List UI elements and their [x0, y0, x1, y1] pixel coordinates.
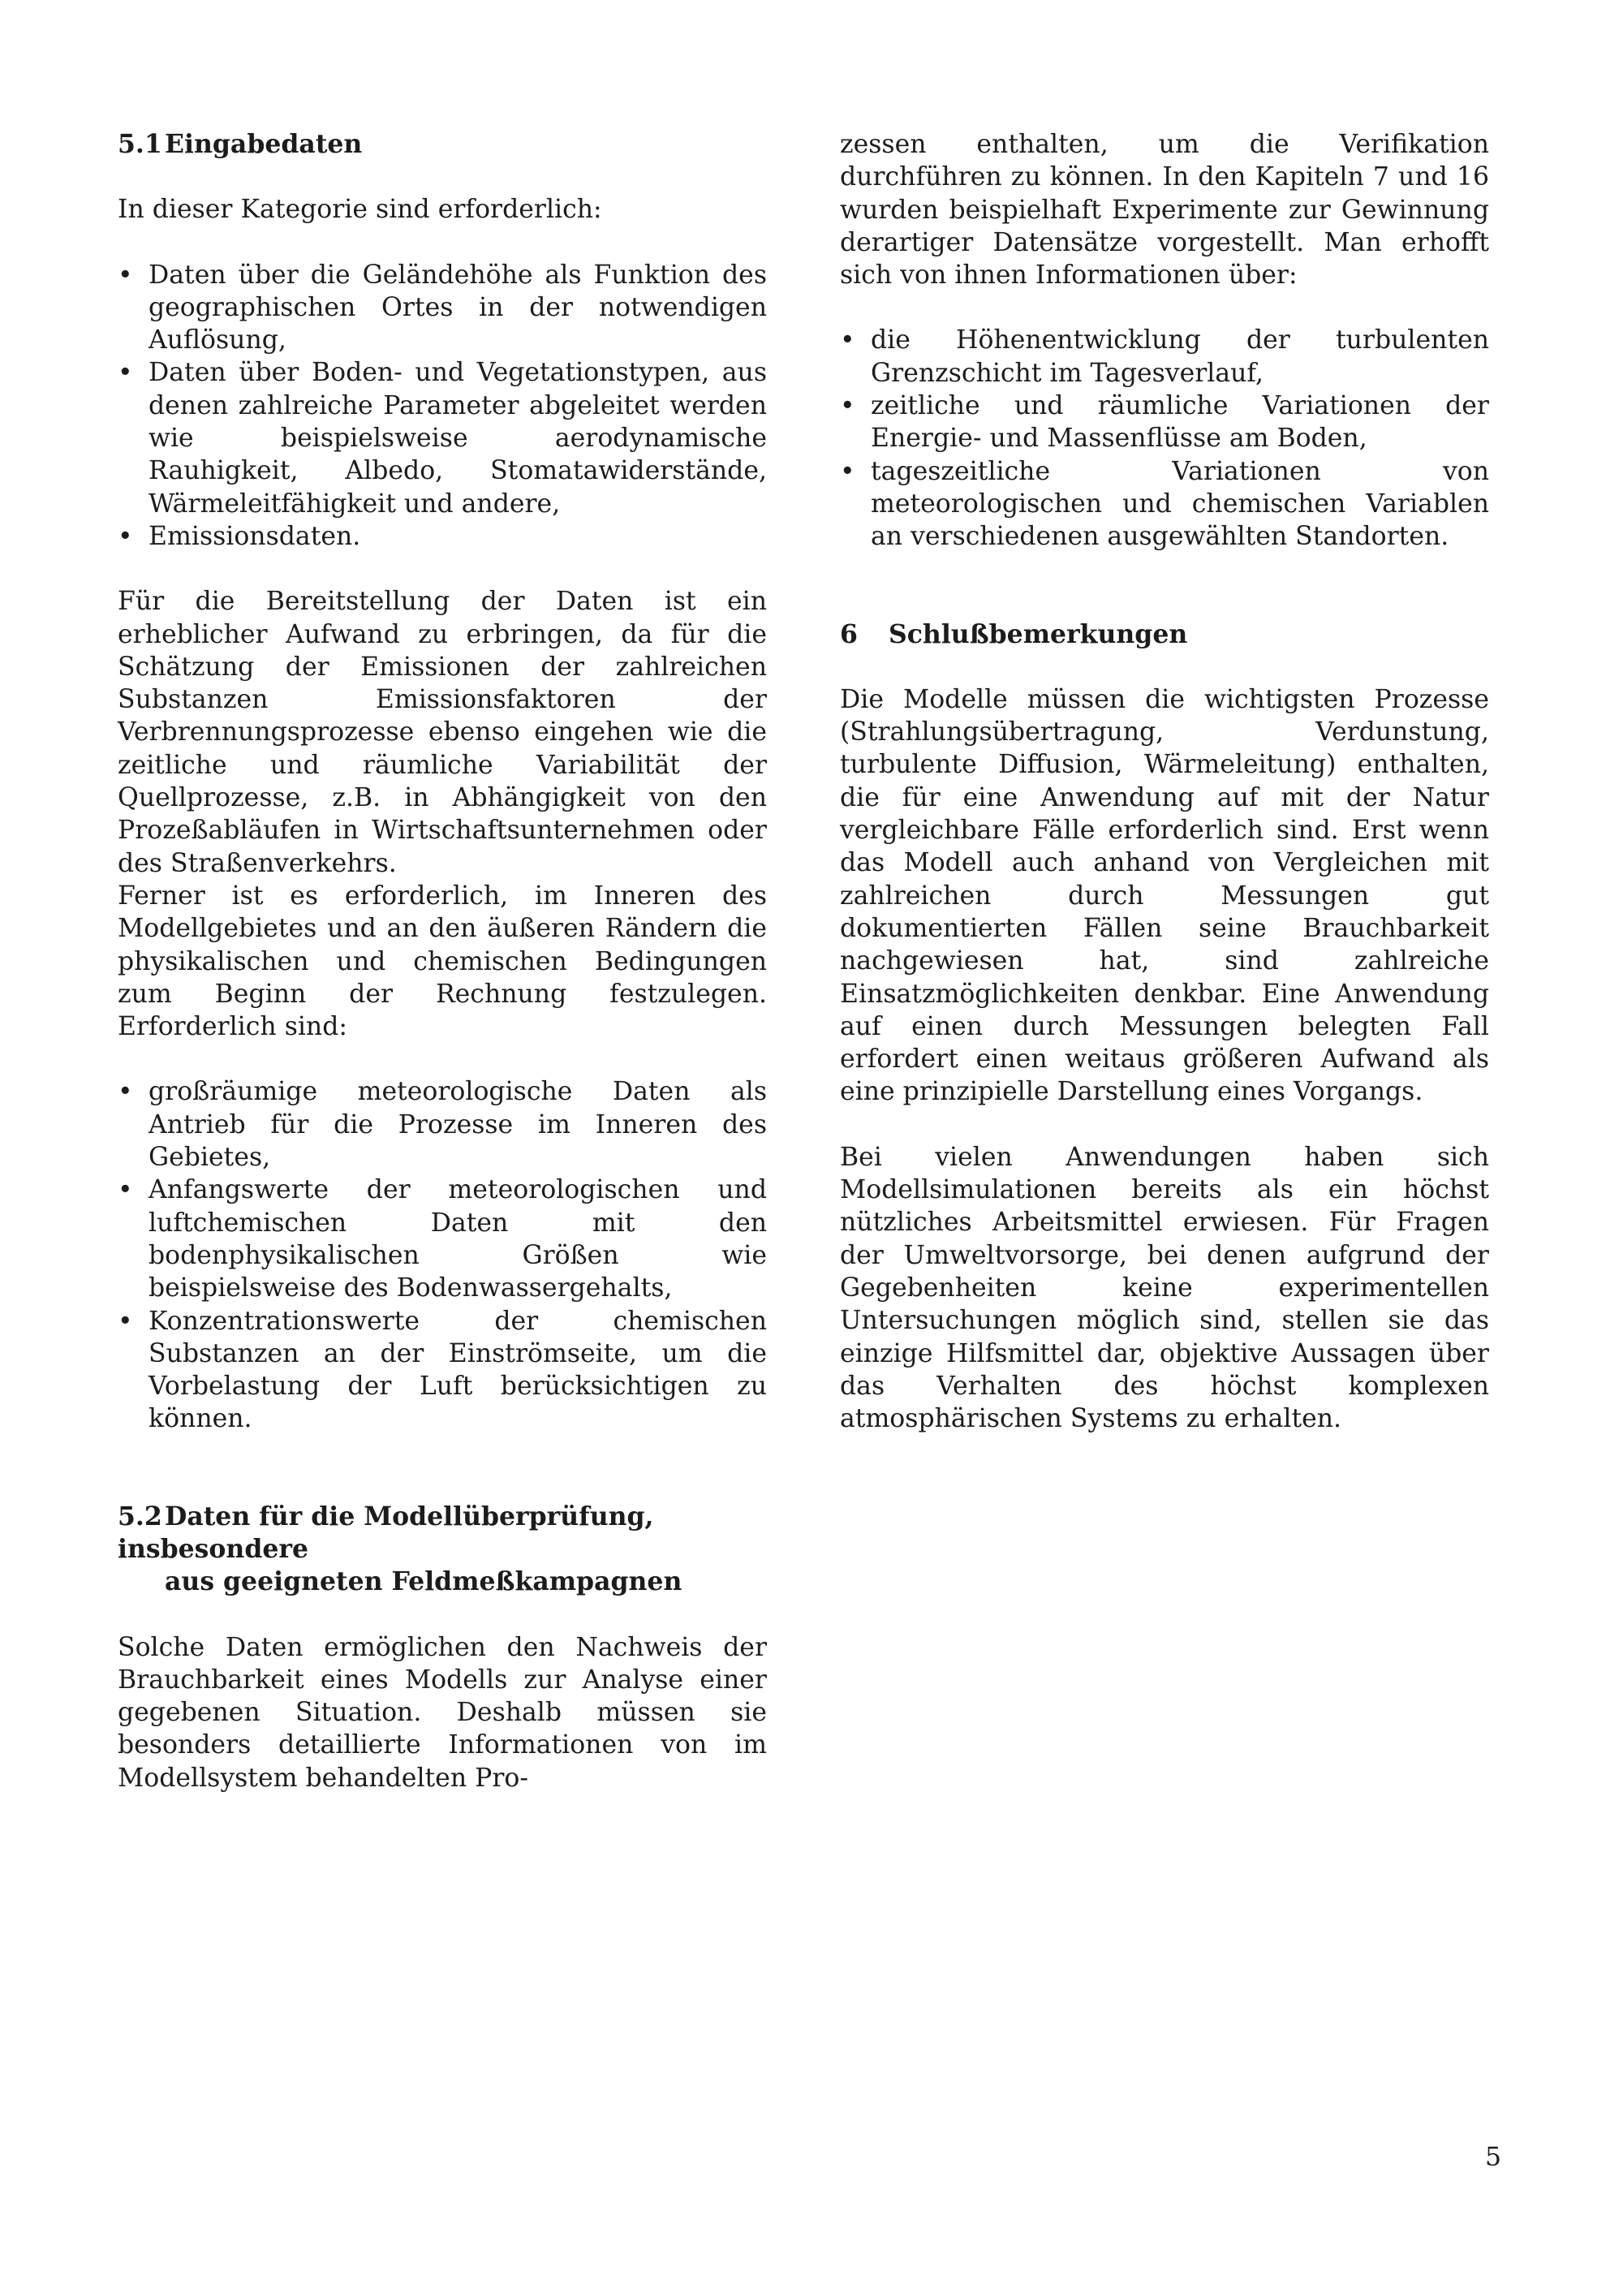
section-heading-5-1 [118, 128, 767, 161]
list-item: • die Höhenentwicklung der turbulenten Grenzschicht im Tagesverlauf, [840, 324, 1489, 390]
paragraph: zessen enthalten, um die Verifikation durchführen zu können. In den Kapiteln 7 und 16 wurden beispielhaft Experimente zur Gewinnung derartiger Datensätze vorgestellt. Man erhofft sich von ihnen Informationen über: [840, 130, 1489, 291]
right-column [840, 128, 1489, 1435]
section-intro: In dieser Kategorie sind erforderlich: [118, 195, 602, 225]
bullet-list-information [840, 324, 1489, 553]
paragraph: Für die Bereitstellung der Daten ist ein erheblicher Aufwand zu erbringen, da für die Schätzung der Emissionen der zahlreichen Substanzen Emissionsfaktoren der Verbrennungsprozesse ebenso eingehen wie die zeitliche und räumliche Variabilität der Quellprozesse, z.B. in Abhängigkeit von den Prozeßabläufen in Wirtschaftsunternehmen oder des Straßenverkehrs. [118, 587, 767, 878]
list-item: • Anfangswerte der meteorologischen und luftchemischen Daten mit den bodenphysikalischen Größen wie beispielsweise des Bodenwassergehalts, [118, 1174, 767, 1304]
section-number: 5.2 [118, 1501, 162, 1531]
list-item: • zeitliche und räumliche Variationen der Energie- und Massenflüsse am Boden, [840, 390, 1489, 455]
section-heading-5-2 [118, 1501, 767, 1599]
bullet-list-required [118, 1075, 767, 1435]
list-item: • Emissionsdaten. [118, 520, 767, 553]
section-title: Schlußbemerkungen [889, 618, 1188, 649]
list-item: • Daten über die Geländehöhe als Funktion des geographischen Ortes in der notwendigen Auflösung, [118, 259, 767, 357]
page-number: 5 [1484, 2143, 1501, 2172]
section-title-line1: Daten für die Modellüberprüfung, insbesondere [118, 1501, 654, 1564]
list-item: • großräumige meteorologische Daten als Antrieb für die Prozesse im Inneren des Gebietes, [118, 1075, 767, 1174]
section-title: Eingabedaten [165, 129, 363, 159]
paragraph: Solche Daten ermöglichen den Nachweis der Brauchbarkeit eines Modells zur Analyse einer gegebenen Situation. Deshalb müssen sie besonders detaillierte Informationen von im Modellsystem behandelten Pro- [118, 1632, 767, 1793]
section-number: 6 [840, 618, 858, 649]
list-item: • Daten über Boden- und Vegetationstypen, aus denen zahlreiche Parameter abgeleitet werden wie beispielsweise aerodynamische Rauhigkeit, Albedo, Stomatawiderstände, Wärmeleitfähigkeit und andere, [118, 356, 767, 519]
bullet-list-input-data [118, 259, 767, 554]
list-item: • Konzentrationswerte der chemischen Substanzen an der Einströmseite, um die Vorbelastung der Luft berücksichtigen zu können. [118, 1305, 767, 1436]
section-heading-6 [840, 618, 1489, 651]
paragraph: Die Modelle müssen die wichtigsten Prozesse (Strahlungsübertragung, Verdunstung, turbulente Diffusion, Wärmeleitung) enthalten, die für eine Anwendung auf mit der Natur vergleichbare Fälle erforderlich sind. Erst wenn das Modell auch anhand von Vergleichen mit zahlreichen durch Messungen gut dokumentierten Fällen seine Brauchbarkeit nachgewiesen hat, sind zahlreiche Einsatzmöglichkeiten denkbar. Eine Anwendung auf einen durch Messungen belegten Fall erfordert einen weitaus größeren Aufwand als eine prinzipielle Darstellung eines Vorgangs. [840, 684, 1489, 1107]
section-title-line2: aus geeigneten Feldmeßkampagnen [165, 1566, 682, 1597]
paragraph: Bei vielen Anwendungen haben sich Modellsimulationen bereits als ein höchst nützliches Arbeitsmittel erwiesen. Für Fragen der Umweltvorsorge, bei denen aufgrund der Gegebenheiten keine experimentellen Untersuchungen möglich sind, stellen sie das einzige Hilfsmittel dar, objektive Aussagen über das Verhalten des höchst komplexen atmosphärischen Systems zu erhalten. [840, 1142, 1489, 1434]
section-number: 5.1 [118, 129, 162, 159]
paragraph: Ferner ist es erforderlich, im Inneren des Modellgebietes und an den äußeren Rändern die physikalischen und chemischen Bedingungen zum Beginn der Rechnung festzulegen. Erforderlich sind: [118, 881, 767, 1042]
list-item: • tageszeitliche Variationen von meteorologischen und chemischen Variablen an verschiedenen ausgewählten Standorten. [840, 455, 1489, 554]
left-column [118, 128, 767, 1794]
